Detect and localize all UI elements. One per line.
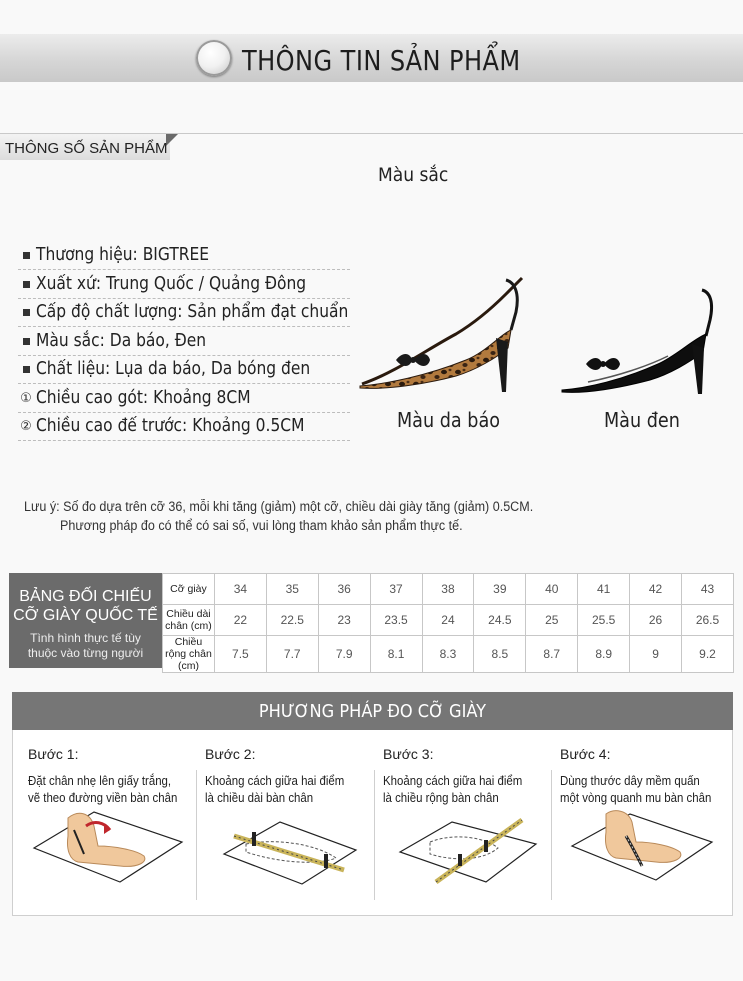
size-cell: 25 — [526, 605, 578, 636]
size-row — [163, 605, 734, 636]
size-cell: 8.3 — [422, 636, 474, 673]
size-row-label: Chiều rộng chân (cm) — [163, 636, 215, 673]
step-description — [560, 772, 712, 806]
size-cell: 8.7 — [526, 636, 578, 673]
spec-item-text: Chiều cao gót: Khoảng 8CM — [36, 387, 251, 408]
note-line-2: Phương pháp đo có thể có sai số, vui lòng tham khảo sản phẩm thực tế. — [60, 518, 463, 533]
section-divider — [0, 133, 743, 134]
size-cell: 23 — [318, 605, 370, 636]
size-cell: 9.2 — [681, 636, 733, 673]
bullet-square-icon — [18, 247, 34, 262]
foot-tracing-illustration — [24, 806, 189, 886]
spec-item — [18, 298, 350, 327]
size-chart-header — [9, 573, 162, 668]
step-description-line-2: một vòng quanh mu bàn chân — [560, 790, 712, 805]
step-description — [28, 772, 178, 806]
spec-item — [18, 355, 350, 384]
size-cell: 24 — [422, 605, 474, 636]
bullet-square-icon — [18, 304, 34, 319]
step-description-line-1: Đặt chân nhẹ lên giấy trắng, — [28, 773, 172, 788]
size-cell: 8.1 — [370, 636, 422, 673]
color-heading: Màu sắc — [378, 164, 449, 186]
step-label: Bước 4: — [560, 746, 611, 762]
size-row — [163, 636, 734, 673]
foot-instep-illustration — [566, 806, 731, 886]
spec-item-text: Cấp độ chất lượng: Sản phẩm đạt chuẩn — [36, 301, 349, 322]
spec-item-text: Xuất xứ: Trung Quốc / Quảng Đông — [36, 273, 307, 294]
spec-item — [18, 241, 350, 270]
size-cell: 35 — [266, 574, 318, 605]
step-description-line-1: Dùng thước dây mềm quấn — [560, 773, 700, 788]
step-description-line-1: Khoảng cách giữa hai điểm — [383, 773, 523, 788]
foot-length-illustration — [206, 814, 371, 894]
leopard-shoe-image — [356, 272, 536, 398]
bullet-square-icon — [18, 276, 34, 291]
size-cell: 7.9 — [318, 636, 370, 673]
page-title: THÔNG TIN SẢN PHẨM — [242, 44, 521, 77]
size-chart-title-line-2: CỠ GIÀY QUỐC TẾ — [13, 607, 158, 624]
banner-circle-icon — [196, 40, 232, 76]
spec-item — [18, 384, 350, 413]
circled-one-icon: ① — [20, 390, 32, 405]
size-cell: 26 — [630, 605, 682, 636]
step-divider — [196, 770, 197, 900]
step-divider — [551, 770, 552, 900]
size-chart-subtitle-line-2: thuộc vào từng người — [27, 646, 144, 660]
size-cell: 34 — [214, 574, 266, 605]
step-description-line-1: Khoảng cách giữa hai điểm — [205, 773, 345, 788]
black-shoe-image — [558, 284, 726, 396]
spec-item — [18, 327, 350, 356]
spec-item-text: Màu sắc: Da báo, Đen — [36, 330, 207, 351]
step-description-line-2: là chiều dài bàn chân — [205, 790, 314, 805]
size-cell: 42 — [630, 574, 682, 605]
size-cell: 40 — [526, 574, 578, 605]
size-cell: 39 — [474, 574, 526, 605]
size-cell: 9 — [630, 636, 682, 673]
step-label: Bước 3: — [383, 746, 434, 762]
size-cell: 37 — [370, 574, 422, 605]
size-cell: 26.5 — [681, 605, 733, 636]
spec-item-text: Chất liệu: Lụa da báo, Da bóng đen — [36, 358, 311, 379]
size-cell: 8.5 — [474, 636, 526, 673]
foot-width-illustration — [386, 814, 551, 894]
size-cell: 22.5 — [266, 605, 318, 636]
spec-item — [18, 412, 350, 441]
bullet-square-icon — [18, 361, 34, 376]
circled-two-icon: ② — [20, 418, 32, 433]
size-cell: 8.9 — [578, 636, 630, 673]
size-chart — [9, 573, 734, 672]
size-chart-grid — [162, 573, 734, 673]
step-description-line-2: vẽ theo đường viền bàn chân — [28, 790, 178, 805]
spec-item-text: Thương hiệu: BIGTREE — [36, 244, 210, 265]
size-chart-subtitle-line-1: Tình hình thực tế tùy — [30, 631, 141, 645]
size-cell: 7.7 — [266, 636, 318, 673]
size-cell: 24.5 — [474, 605, 526, 636]
size-chart-title-line-1: BẢNG ĐỐI CHIẾU — [19, 588, 152, 605]
size-cell: 25.5 — [578, 605, 630, 636]
size-chart-title — [9, 587, 162, 625]
step-label: Bước 1: — [28, 746, 79, 762]
size-cell: 22 — [214, 605, 266, 636]
size-cell: 7.5 — [214, 636, 266, 673]
spec-heading: THÔNG SỐ SẢN PHẨM — [5, 140, 168, 157]
size-chart-subtitle — [9, 631, 162, 661]
step-label: Bước 2: — [205, 746, 256, 762]
step-divider — [374, 770, 375, 900]
note-line-1: Lưu ý: Số đo dựa trên cỡ 36, mỗi khi tăng (giảm) một cỡ, chiều dài giày tăng (giảm) 0.5CM. — [24, 499, 534, 514]
spec-item-text: Chiều cao đế trước: Khoảng 0.5CM — [36, 415, 305, 436]
size-row-label: Cỡ giày — [163, 574, 215, 605]
size-cell: 38 — [422, 574, 474, 605]
step-description — [205, 772, 350, 806]
step-description-line-2: là chiều rộng bàn chân — [383, 790, 499, 805]
step-description — [383, 772, 528, 806]
measure-title: PHƯƠNG PHÁP ĐO CỠ GIÀY — [258, 701, 487, 722]
size-cell: 41 — [578, 574, 630, 605]
size-row — [163, 574, 734, 605]
spec-item — [18, 270, 350, 299]
leopard-color-caption: Màu da báo — [397, 408, 501, 432]
bullet-square-icon — [18, 333, 34, 348]
size-cell: 43 — [681, 574, 733, 605]
size-cell: 36 — [318, 574, 370, 605]
size-row-label: Chiều dài chân (cm) — [163, 605, 215, 636]
size-cell: 23.5 — [370, 605, 422, 636]
black-color-caption: Màu đen — [604, 408, 680, 432]
